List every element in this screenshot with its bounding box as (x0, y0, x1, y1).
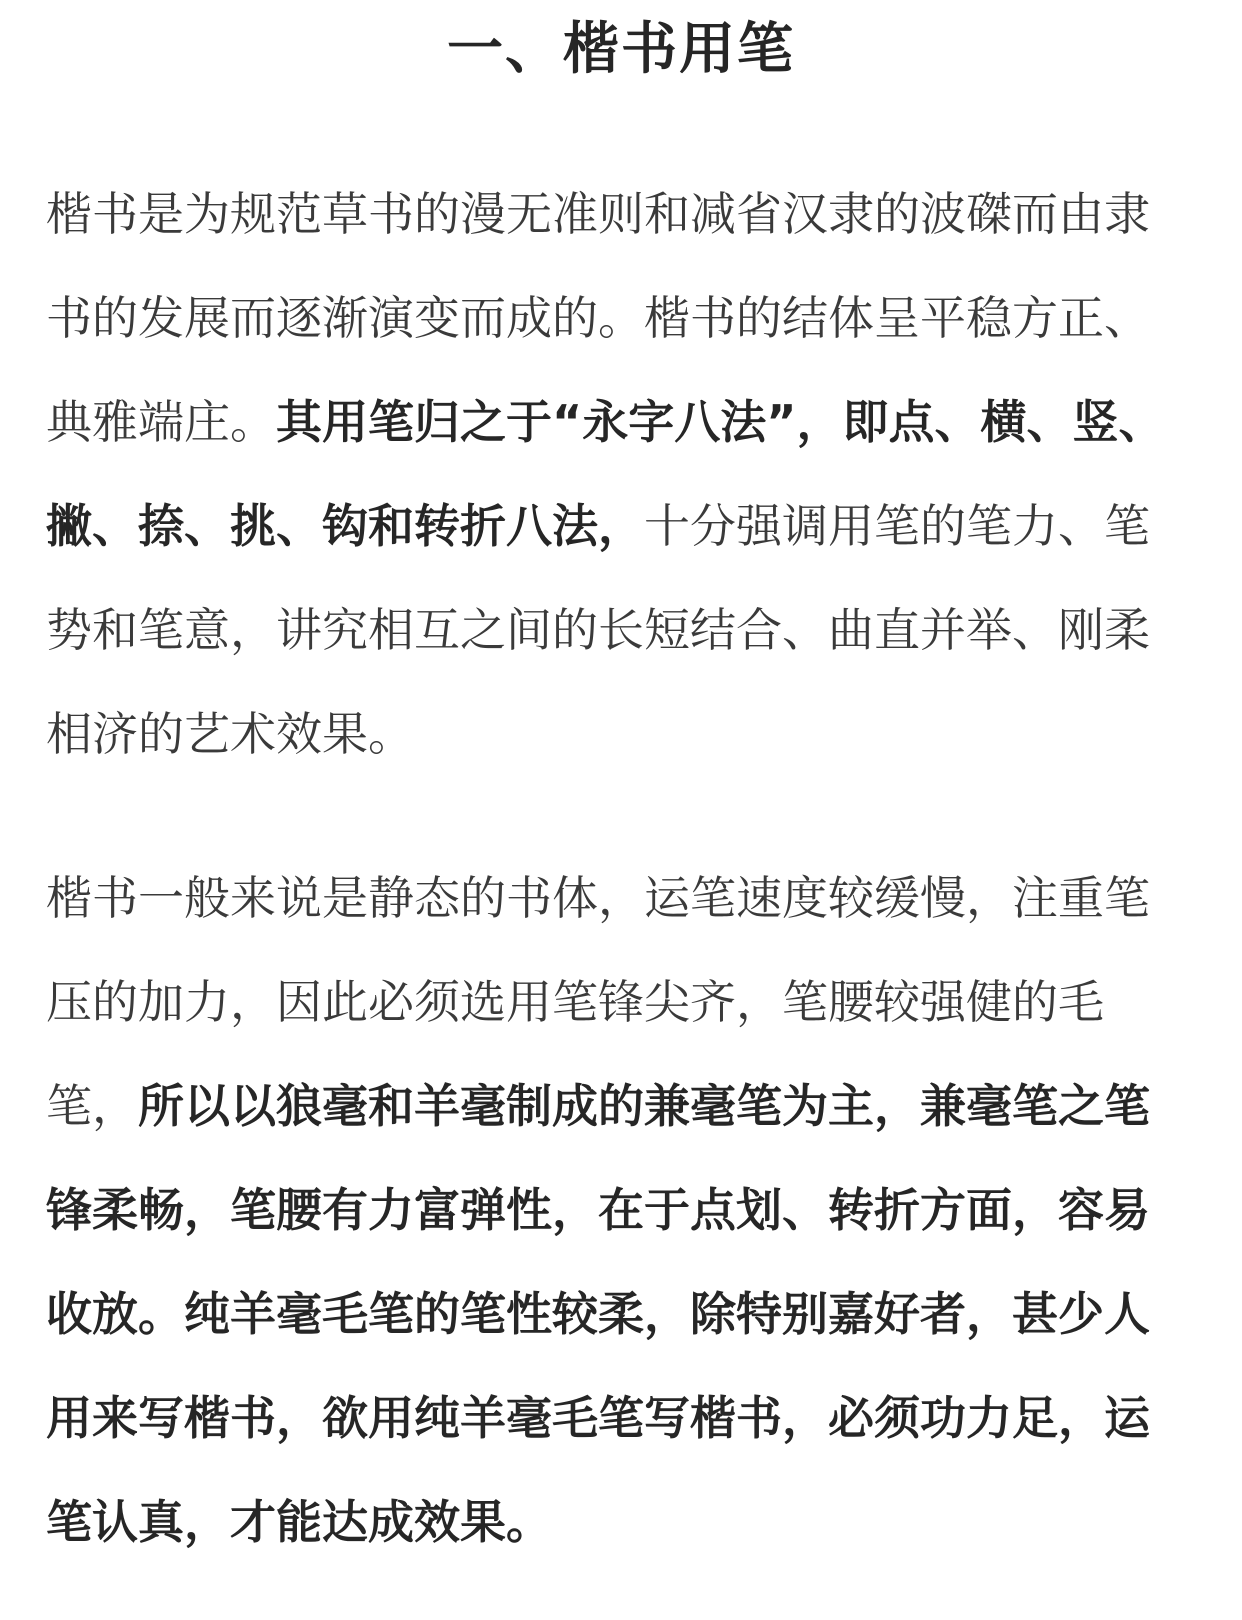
paragraph-2-line-5 (46, 1284, 1206, 1344)
text-plain: 典雅端庄。 (46, 395, 276, 449)
text-plain: 十分强调用笔的笔力、笔 (644, 499, 1150, 553)
text-bold: 收放。纯羊毫毛笔的笔性较柔，除特别嘉好者，甚少人 (46, 1287, 1150, 1341)
paragraph-2-line-4 (46, 1180, 1206, 1240)
paragraph-2-line-7 (46, 1492, 1206, 1552)
text-bold: 撇、捺、挑、钩和转折八法， (46, 499, 644, 553)
text-bold: 所以以狼毫和羊毫制成的兼毫笔为主，兼毫笔之笔 (138, 1079, 1150, 1133)
paragraph-1-line-1: 楷书是为规范草书的漫无准则和减省汉隶的波磔而由隶 (46, 187, 1150, 241)
paragraph-1-line-2: 书的发展而逐渐演变而成的。楷书的结体呈平稳方正、 (46, 291, 1150, 345)
article-title: 一、楷书用笔 (447, 17, 795, 82)
text-bold: 用来写楷书，欲用纯羊毫毛笔写楷书，必须功力足，运 (46, 1391, 1150, 1445)
paragraph-2-line-3 (46, 1076, 1206, 1136)
paragraph-1-line-5: 势和笔意，讲究相互之间的长短结合、曲直并举、刚柔 (46, 603, 1150, 657)
paragraph-1-line-6: 相济的艺术效果。 (46, 707, 414, 761)
text-bold: 锋柔畅，笔腰有力富弹性，在于点划、转折方面，容易 (46, 1183, 1150, 1237)
text-plain: 笔， (46, 1079, 138, 1133)
paragraph-2-line-2: 压的加力，因此必须选用笔锋尖齐，笔腰较强健的毛 (46, 975, 1104, 1029)
paragraph-1-line-3 (46, 392, 1206, 452)
paragraph-2-line-1: 楷书一般来说是静态的书体，运笔速度较缓慢，注重笔 (46, 871, 1150, 925)
text-bold: 笔认真，才能达成效果。 (46, 1495, 552, 1549)
paragraph-2-line-6 (46, 1388, 1206, 1448)
text-bold: 其用笔归之于“永字八法”，即点、横、竖、 (276, 395, 1165, 449)
paragraph-1-line-4 (46, 496, 1206, 556)
